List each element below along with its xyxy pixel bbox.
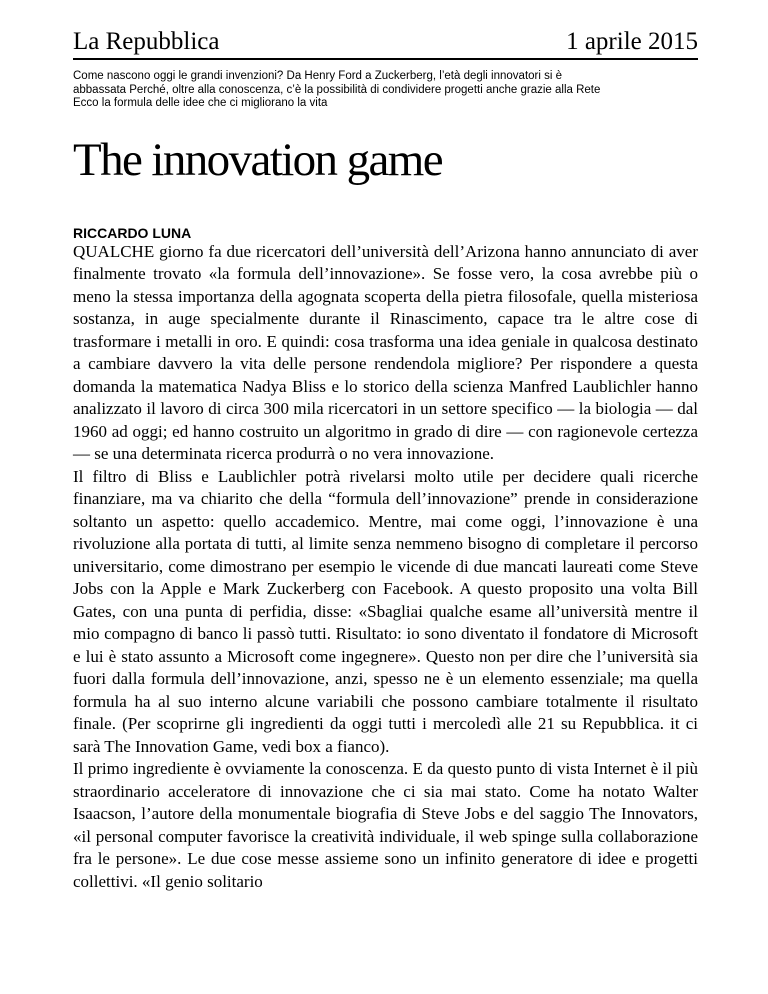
publication-date: 1 aprile 2015 xyxy=(566,28,698,55)
article-page xyxy=(73,0,698,893)
subtitle-line: Ecco la formula delle idee che ci migliorano la vita xyxy=(73,97,328,109)
subtitle-line: abbassata Perché, oltre alla conoscenza, c’è la possibilità di condividere progetti anche grazie alla Rete xyxy=(73,83,601,96)
masthead xyxy=(73,0,698,60)
article-body xyxy=(73,241,698,894)
author-byline: RICCARDO LUNA xyxy=(73,224,192,241)
body-paragraph: Il primo ingrediente è ovviamente la conoscenza. E da questo punto di vista Internet è il più straordinario acceleratore di innovazione che ci sia mai stato. Come ha notato Walter Isaacson, l’autore della monumentale biografia di Steve Jobs e del saggio The Innovators, «il personal computer favorisce la creatività individuale, il web spinge sulla collaborazione fra le persone». Le due cose messe assieme sono un infinito generatore di idee e progetti collettivi. «Il genio solitario xyxy=(73,759,698,891)
article-subtitle xyxy=(73,70,698,111)
body-paragraph: Il filtro di Bliss e Laublichler potrà rivelarsi molto utile per decidere quali ricerche finanziare, ma va chiarito che della “formula dell’innovazione” prende in considerazione soltanto un aspetto: quello accademico. Mentre, mai come oggi, l’innovazione è una rivoluzione alla portata di tutti, al limite senza nemmeno bisogno di completare il percorso universitario, come dimostrano per esempio le vicende di due mancati laureati come Steve Jobs con la Apple e Mark Zuckerberg con Facebook. A questo proposito una volta Bill Gates, con una punta di perfidia, disse: «Sbagliai qualche esame all’università mentre il mio compagno di banco li passò tutti. Risultato: io sono diventato il fondatore di Microsoft e lui è stato assunto a Microsoft come ingegnere». Questo non per dire che l’università sia fuori dalla formula dell’innovazione, anzi, spesso ne è un elemento essenziale; ma quella formula ha al suo interno alcune variabili che possono cambiare totalmente il risultato finale. (Per scoprirne gli ingredienti da oggi tutti i mercoledì alle 21 su Repubblica. it ci sarà The Innovation Game, vedi box a fianco). xyxy=(73,466,698,756)
publication-name: La Repubblica xyxy=(73,28,220,55)
subtitle-line: Come nascono oggi le grandi invenzioni? Da Henry Ford a Zuckerberg, l’età degli innovatori si è xyxy=(73,70,563,82)
article-headline: The innovation game xyxy=(73,133,442,186)
body-paragraph: QUALCHE giorno fa due ricercatori dell’università dell’Arizona hanno annunciato di aver finalmente trovato «la formula dell’innovazione». Se fosse vero, la cosa avrebbe più o meno la stessa importanza della agognata scoperta della pietra filosofale, quella misteriosa sostanza, in auge specialmente durante il Rinascimento, capace tra le altre cose di trasformare i metalli in oro. E quindi: cosa trasforma una idea geniale in qualcosa destinato a cambiare davvero la vita delle persone rendendola migliore? Per rispondere a questa domanda la matematica Nadya Bliss e lo storico della scienza Manfred Laublichler hanno analizzato il lavoro di circa 300 mila ricercatori in un settore specifico — la biologia — dal 1960 ad oggi; ed hanno costruito un algoritmo in grado di dire — con ragionevole certezza — se una determinata ricerca produrrà o no vera innovazione. xyxy=(73,241,698,463)
